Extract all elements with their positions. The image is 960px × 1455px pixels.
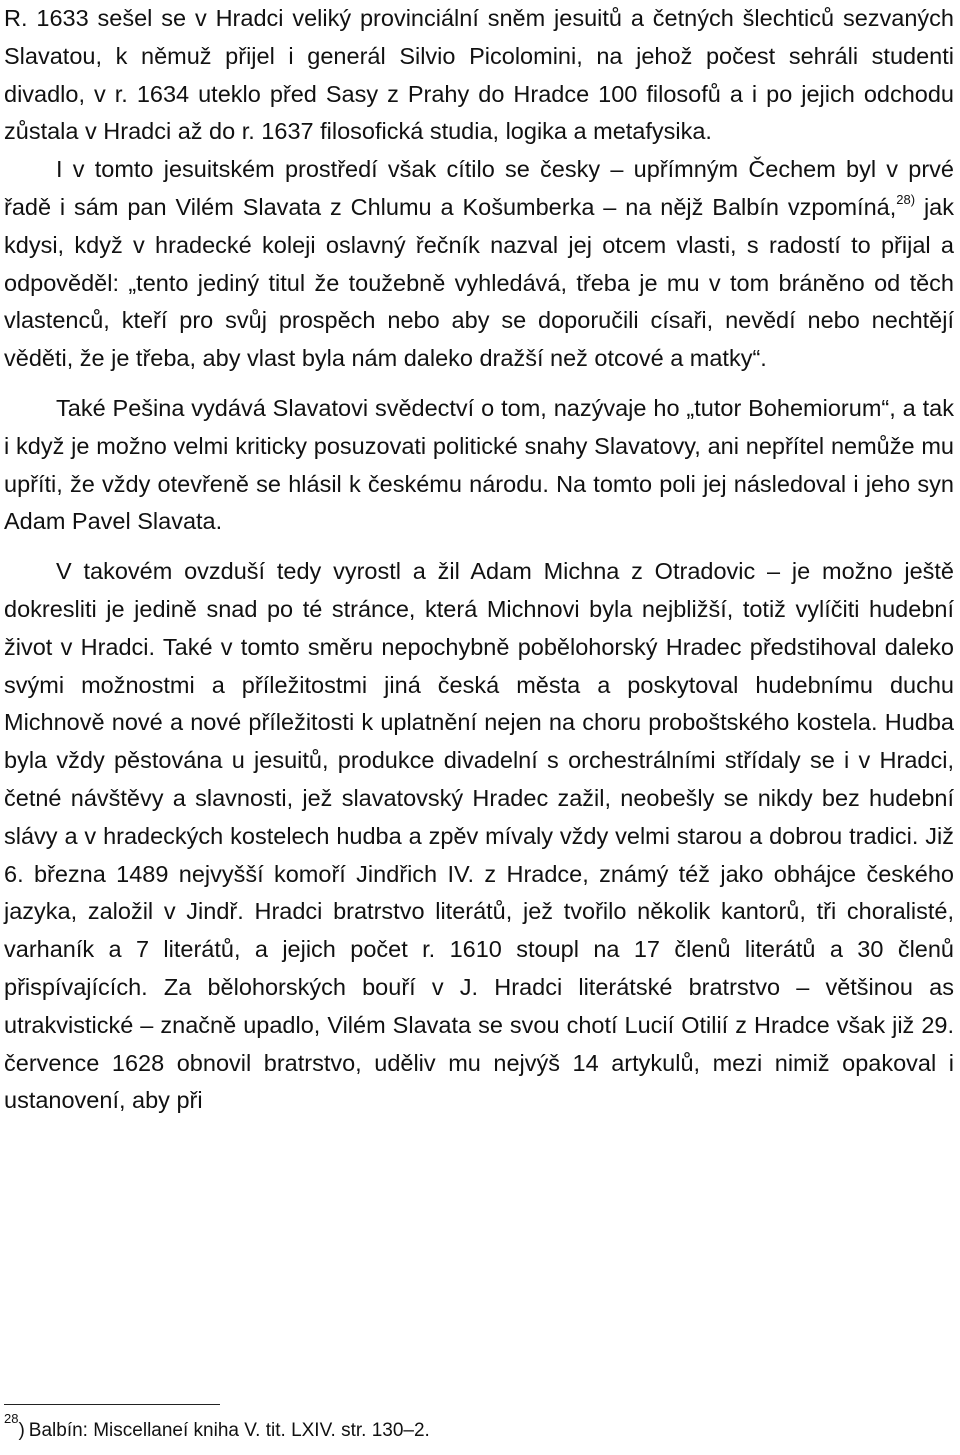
- footnote-text: Balbín: Miscellaneí kniha V. tit. LXIV. str. 130–2.: [28, 1420, 430, 1441]
- paragraph-2-text-before: I v tomto jesuitském prostředí však cítilo se česky – upřímným Čechem byl v prvé řadě i sám pan Vilém Slavata z Chlumu a Košumberka – na nějž Balbín vzpomíná,: [4, 156, 954, 220]
- paragraph-2: [4, 151, 954, 378]
- footnote: [4, 1410, 430, 1444]
- paragraph-1: R. 1633 sešel se v Hradci veliký provinciální sněm jesuitů a četných šlechticů sezvaných Slavatou, k němuž přijel i generál Silvio Picolomini, na jehož počest sehráli studenti divadlo, v r. 1634 uteklo před Sasy z Prahy do Hradce 100 filosofů a i po jejich odchodu zůstala v Hradci až do r. 1637 filosofická studia, logika a metafysika.: [4, 5, 954, 145]
- footnote-reference[interactable]: 28): [896, 192, 916, 208]
- paragraph-4: V takovém ovzduší tedy vyrostl a žil Adam Michna z Otradovic – je možno ještě dokresliti je jedině snad po té stránce, která Michnovi byla nejbližší, totiž vylíčiti hudební život v Hradci. Také v tomto směru nepochybně pobělohorský Hradec předstihoval daleko svými možnostmi a příležitostmi jiná česká města a poskytoval hudebnímu duchu Michnově nové a nové příležitosti k uplatnění nejen na choru proboštského kostela. Hudba byla vždy pěstována u jesuitů, produkce divadelní s orchestrálními střídaly se i v Hradci, četné návštěvy a slavnosti, jež slavatovský Hradec zažil, neobešly se nikdy bez hudební slávy a v hradeckých kostelech hudba a zpěv mívaly vždy velmi starou a dobrou tradici. Již 6. března 1489 nejvyšší komoří Jindřich IV. z Hradce, známý též jako obhájce českého jazyka, založil v Jindř. Hradci bratrstvo literátů, jež tvořilo několik kantorů, tři choralisté, varhaník a 7 literátů, a jejich počet r. 1610 stoupl na 17 členů literátů a 30 členů přispívajících. Za bělohorských bouří v J. Hradci literátské bratrstvo – většinou as utrakvistické – značně upadlo, Vilém Slavata se svou chotí Lucií Otilií z Hradce však již 29. července 1628 obnovil bratrstvo, uděliv mu nejvýš 14 artykulů, mezi nimiž opakoval i ustanovení, aby při: [4, 558, 954, 1114]
- paragraph-2-text-after: jak kdysi, když v hradecké koleji oslavný řečník nazval jej otcem vlasti, s radostí to přijal a odpověděl: „tento jediný titul že toužebně vyhledává, třeba je mu v tom bráněno od těch vlastenců, kteří pro svůj prospěch nebo aby se doporučili císaři, nevědí nebo nechtějí věděti, že je třeba, aby vlast byla nám daleko dražší než otcové a matky“.: [4, 193, 954, 372]
- footnote-marker-suffix: ): [18, 1420, 25, 1441]
- footnote-marker: 28: [4, 1410, 19, 1426]
- footnote-separator: [4, 1404, 220, 1405]
- paragraph-3: Také Pešina vydává Slavatovi svědectví o tom, nazývaje ho „tutor Bohemiorum“, a tak i když je možno velmi kriticky posuzovati politické snahy Slavatovy, ani nepřítel nemůže mu upříti, že vždy otevřeně se hlásil k českému národu. Na tomto poli jej následoval i jeho syn Adam Pavel Slavata.: [4, 394, 954, 535]
